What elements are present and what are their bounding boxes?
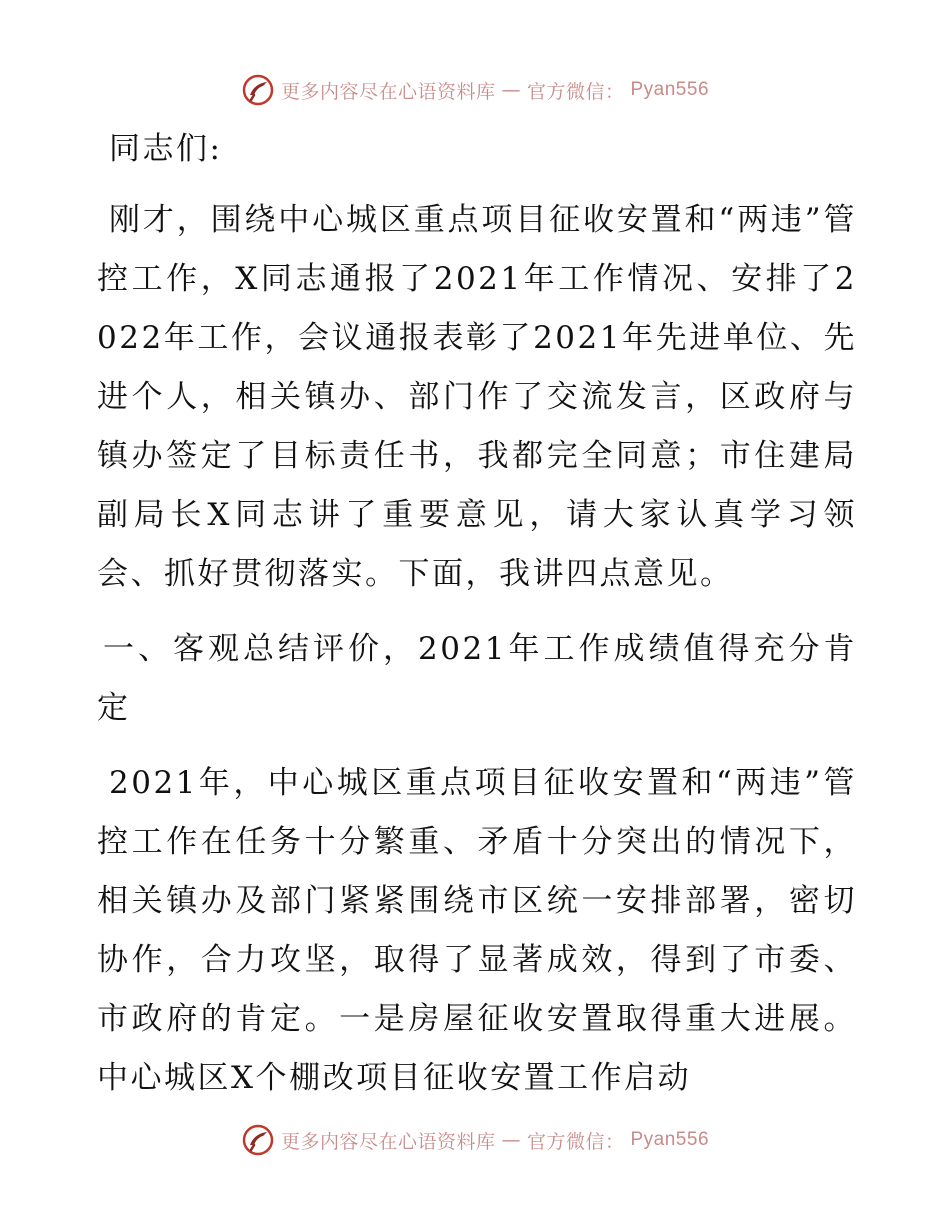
document-body <box>97 120 857 1108</box>
watermark-separator: — <box>501 1129 521 1151</box>
footer-watermark <box>0 1120 950 1160</box>
brand-logo-icon <box>241 1123 275 1157</box>
paragraph-2: 2021年，中心城区重点项目征收安置和“两违”管控工作在任务十分繁重、矛盾十分突出的情况下，相关镇办及部门紧紧围绕市区统一安排部署，密切协作，合力攻坚，取得了显著成效，得到了市委、市政府的肯定。一是房屋征收安置取得重大进展。中心城区X个棚改项目征收安置工作启动 <box>97 765 857 1096</box>
watermark-wechat-id: Pyan556 <box>630 1129 710 1150</box>
section-heading-1: 一、客观总结评价，2021年工作成绩值得充分肯定 <box>97 631 857 726</box>
watermark-official-label: 官方微信： <box>526 1130 625 1153</box>
paragraph-1: 刚才，围绕中心城区重点项目征收安置和“两违”管控工作，X同志通报了2021年工作情况、安排了2022年工作，会议通报表彰了2021年先进单位、先进个人，相关镇办、部门作了交流发言，区政府与镇办签定了目标责任书，我都完全同意；市住建局副局长X同志讲了重要意见，请大家认真学习领会、抓好贯彻落实。下面，我讲四点意见。 <box>97 202 857 592</box>
brand-logo-icon <box>241 73 275 107</box>
watermark-text: 更多内容尽在心语资料库 <box>280 80 496 103</box>
greeting: 同志们: <box>109 131 223 167</box>
watermark-wechat-id: Pyan556 <box>630 79 710 100</box>
watermark-text: 更多内容尽在心语资料库 <box>280 1130 496 1153</box>
watermark-official-label: 官方微信： <box>526 80 625 103</box>
watermark-separator: — <box>501 79 521 101</box>
header-watermark <box>0 70 950 110</box>
